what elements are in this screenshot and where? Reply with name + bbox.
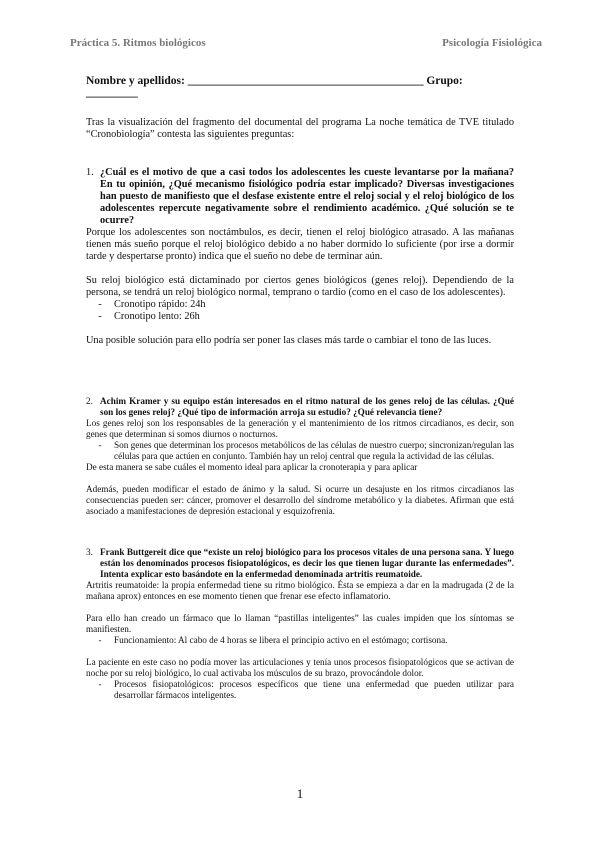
q2-answer-3: Además, pueden modificar el estado de ánimo y la salud. Si ocurre un desajuste en los ritmos circadianos las consecuencias pueden ser: cáncer, promover el desarrollo del síndrome metabólico y la diabetes. Afirman que está asociado a manifestaciones de depresión estacional y esquizofrenia. bbox=[86, 484, 514, 516]
list-item-text: Cronotipo lento: 26h bbox=[114, 311, 200, 322]
question-1-number: 1. bbox=[86, 167, 94, 178]
question-2-header bbox=[86, 396, 514, 418]
header-right: Psicología Fisiológica bbox=[442, 37, 542, 49]
question-3-number: 3. bbox=[86, 547, 93, 557]
q3-answer-1: Artritis reumatoide: la propia enfermedad tiene su ritmo biológico. Ésta se empieza a dar en la madrugada (2 de la mañana aprox) entonces en ese momento tienen que frenar ese efecto inflamatorio. bbox=[86, 580, 514, 601]
q1-answer-1: Porque los adolescentes son noctámbulos, es decir, tienen el reloj biológico atrasado. A las mañanas tienen más sueño porque el reloj biológico debido a no haber dormido lo suficiente (por irse a dormir tarde y despertarse pronto) indica que el sueño no debe de terminar aún. bbox=[86, 227, 514, 262]
q1-answer-3: Una posible solución para ello podría ser poner las clases más tarde o cambiar el tono de las luces. bbox=[86, 335, 492, 346]
list-item-text: Son genes que determinan los procesos metabólicos de las células de nuestro cuerpo; sincronizan/regulan las células para que actúen en conjunto. También hay un reloj central que regula la actividad de las células. bbox=[114, 440, 514, 461]
question-1-header bbox=[86, 167, 514, 227]
header-left: Práctica 5. Ritmos biológicos bbox=[70, 37, 206, 49]
question-2-text: Achim Kramer y su equipo están interesados en el ritmo natural de los genes reloj de las células. ¿Qué son los genes reloj? ¿Qué tipo de información arroja su estudio? ¿Qué relevancia tiene? bbox=[100, 396, 514, 417]
intro-text: Tras la visualización del fragmento del documental del programa La noche temática de TVE titulado “Cronobiología” contesta las siguientes preguntas: bbox=[86, 117, 514, 140]
list-item: - Son genes que determinan los procesos metabólicos de las células de nuestro cuerpo; sincronizan/regulan las células para que actúen en conjunto. También hay un reloj central que regula la actividad de las células. bbox=[98, 440, 514, 461]
page-number: 1 bbox=[296, 786, 304, 801]
question-3-header bbox=[86, 547, 514, 580]
q1-answer-2: Su reloj biológico está dictaminado por ciertos genes biológicos (genes reloj). Dependiendo de la persona, se tendrá un reloj biológico normal, temprano o tardío (como en el caso de los adolescentes). bbox=[86, 275, 514, 298]
question-2 bbox=[86, 396, 514, 517]
intro bbox=[86, 117, 514, 141]
q3-answer-2: Para ello han creado un fármaco que lo llaman “pastillas inteligentes” las cuales impiden que los síntomas se manifiesten. bbox=[86, 613, 514, 634]
q2-answer-2: De esta manera se sabe cuáles el momento ideal para aplicar la cronoterapia y para aplicar bbox=[86, 462, 418, 472]
q3-answer-3: La paciente en este caso no podía mover las articulaciones y tenía unos procesos fisiopatológicos que se activan de noche por su reloj biológico, lo cual activaba los músculos de su brazo, provocándole dolor. bbox=[86, 657, 514, 678]
question-2-number: 2. bbox=[86, 396, 93, 406]
list-item-text: Cronotipo rápido: 24h bbox=[114, 299, 206, 310]
list-item: - Cronotipo lento: 26h bbox=[86, 311, 514, 323]
q2-answer-1: Los genes reloj son los responsables de la generación y el mantenimiento de los ritmos circadianos, es decir, son genes que determinan si somos diurnos o nocturnos. bbox=[86, 418, 514, 439]
question-1 bbox=[86, 167, 514, 347]
list-item: - Procesos fisiopatológicos: procesos específicos que tiene una enfermedad que pueden utilizar para desarrollar fármacos inteligentes. bbox=[98, 679, 514, 700]
question-3 bbox=[86, 547, 514, 701]
name-line: Nombre y apellidos: _________________________________________ Grupo: _________ bbox=[86, 75, 463, 99]
list-item-text: Procesos fisiopatológicos: procesos específicos que tiene una enfermedad que pueden utilizar para desarrollar fármacos inteligentes. bbox=[114, 679, 514, 700]
question-1-text: ¿Cuál es el motivo de que a casi todos los adolescentes les cueste levantarse por la mañana? En tu opinión, ¿Qué mecanismo fisiológico podría estar implicado? Diversas investigaciones han puesto de manifiesto que el desfase existente entre el reloj social y el reloj biológico de los adolescentes repercute negativamente sobre el rendimiento académico. ¿Qué solución se te ocurre? bbox=[100, 167, 514, 226]
list-item-text: Funcionamiento: Al cabo de 4 horas se libera el principio activo en el estómago; cortisona. bbox=[114, 635, 448, 645]
list-item: - Cronotipo rápido: 24h bbox=[86, 299, 514, 311]
question-3-text: Frank Buttgereit dice que “existe un reloj biológico para los procesos vitales de una persona sana. Y luego están los denominados procesos fisiopatológicos, es decir los que tienen lugar durante las enfermedades”. Intenta explicar esto basándote en la enfermedad denominada artritis reumatoide. bbox=[100, 547, 514, 579]
list-item: - Funcionamiento: Al cabo de 4 horas se libera el principio activo en el estómago; cortisona. bbox=[86, 635, 514, 646]
